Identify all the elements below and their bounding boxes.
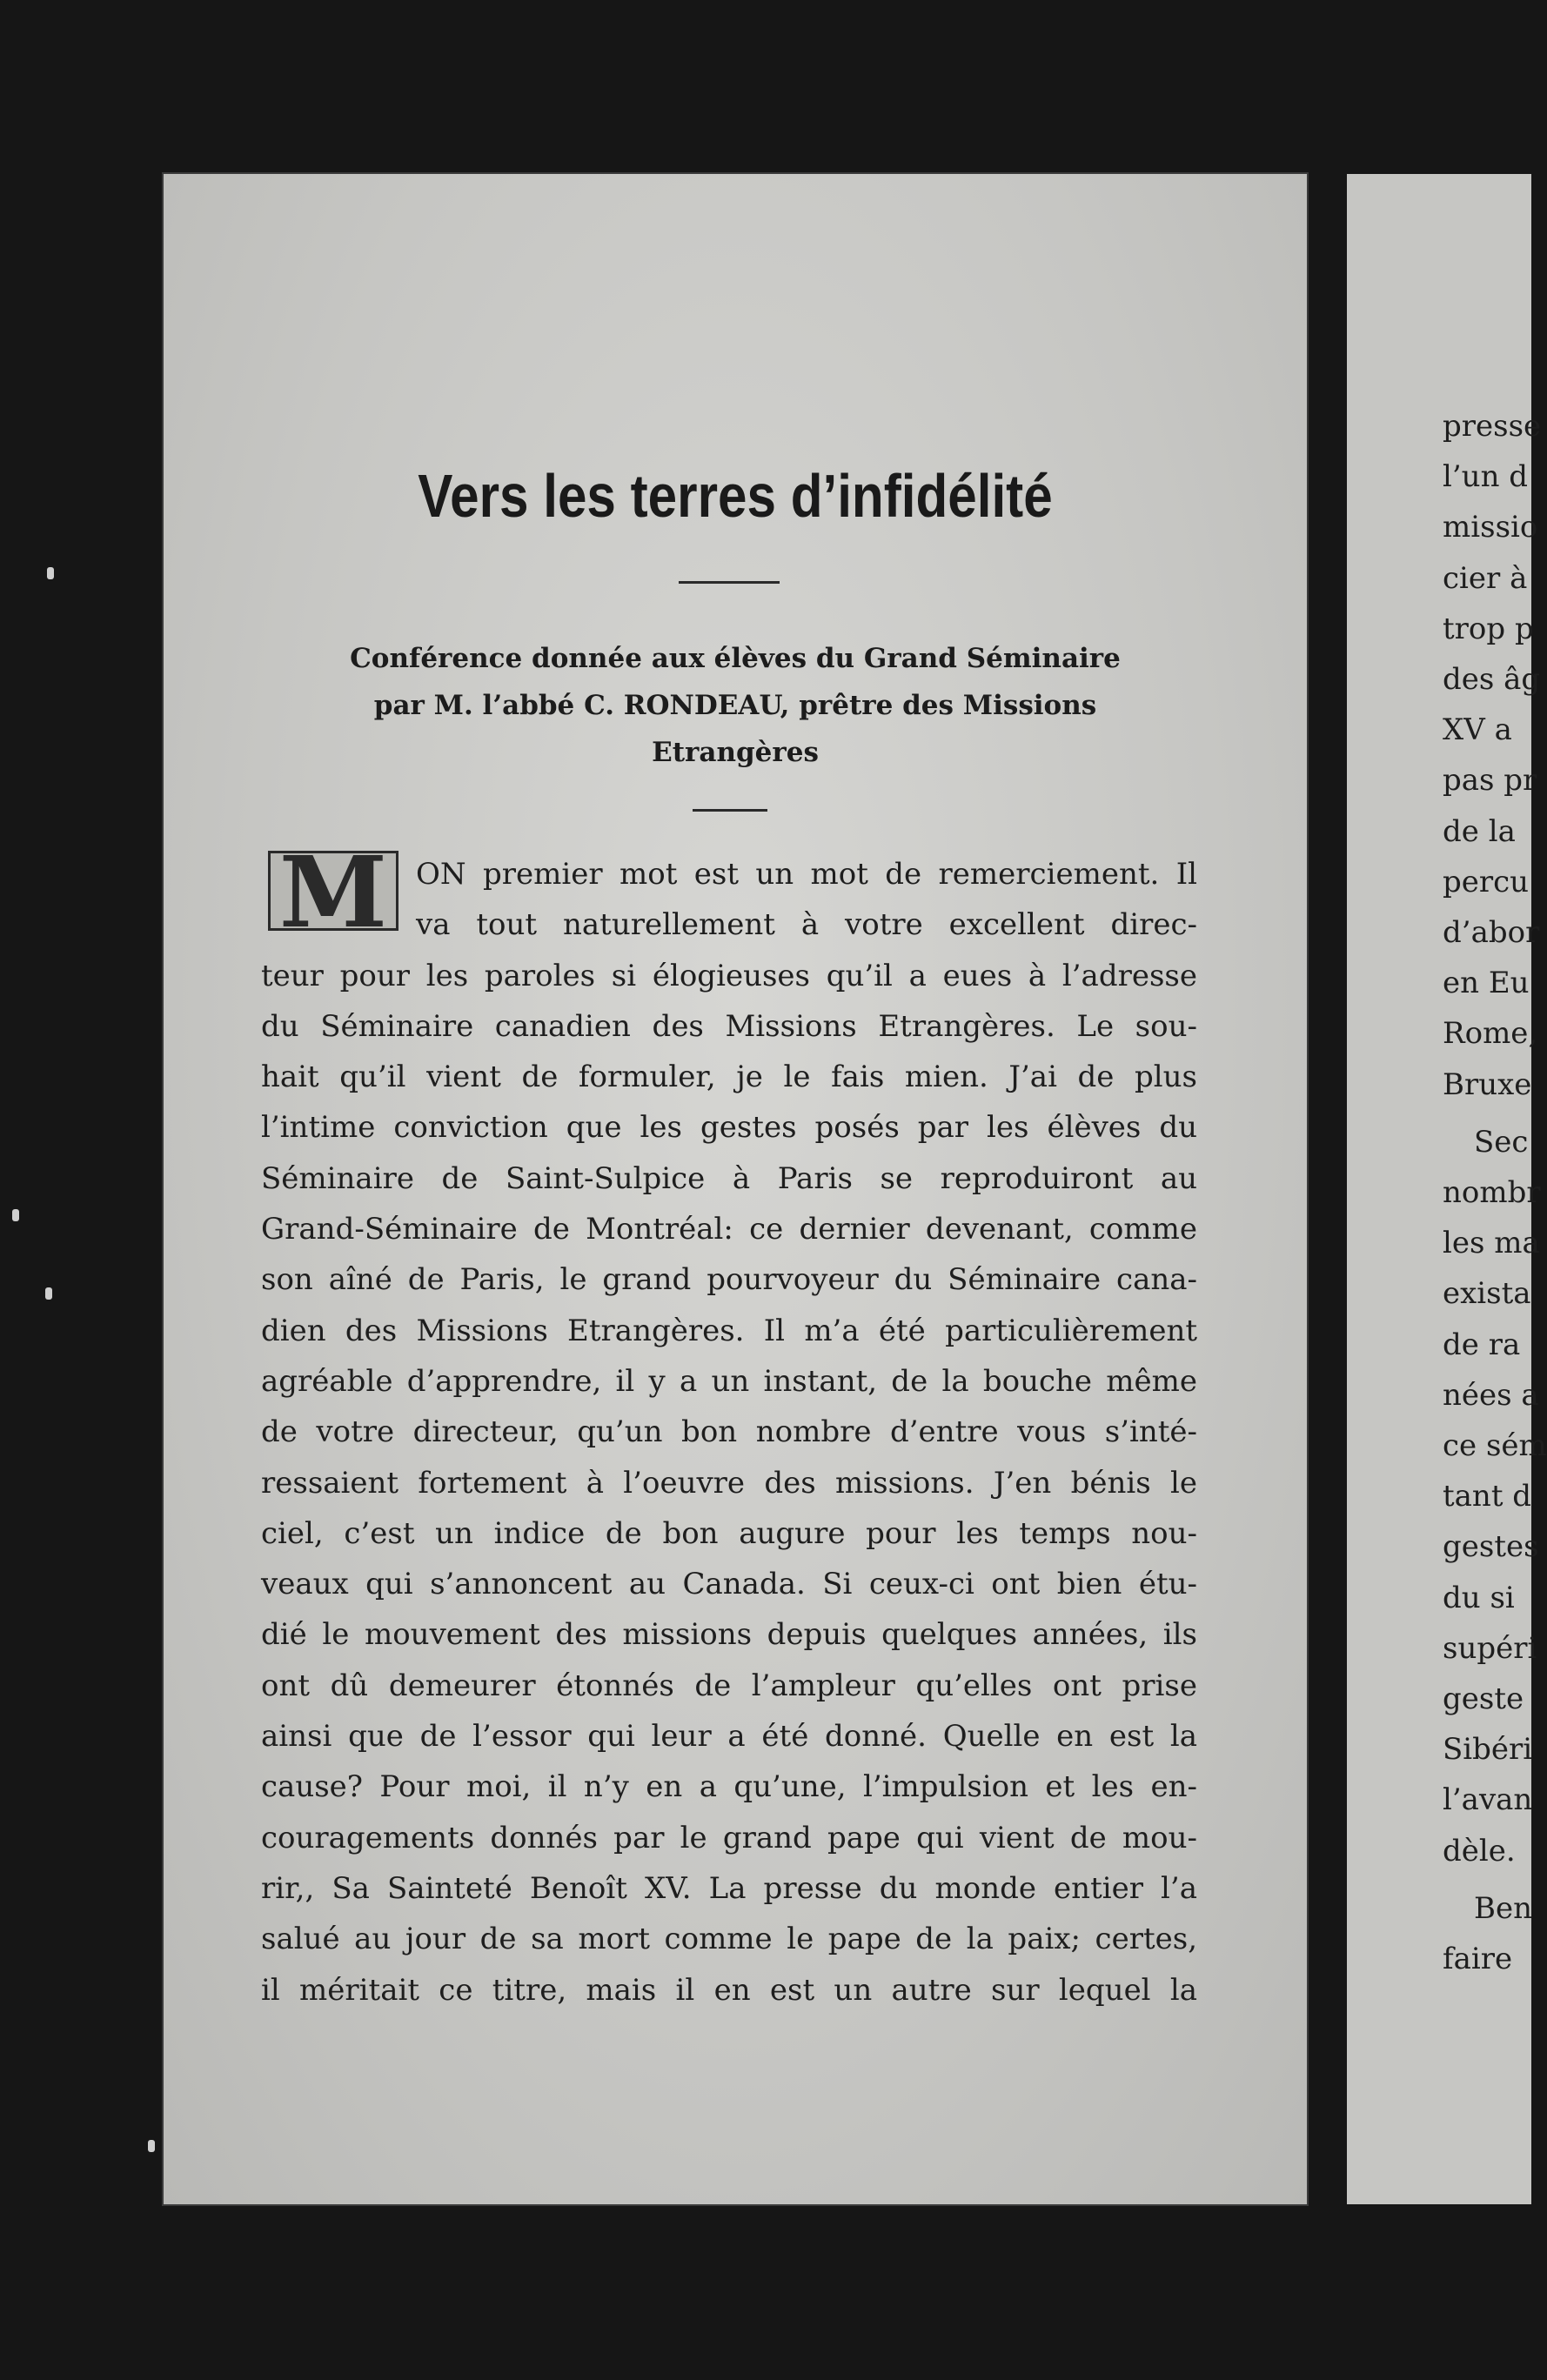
- right-page-line: tant d: [1443, 1479, 1532, 1514]
- right-page-line: supéri: [1443, 1630, 1537, 1666]
- book-page-right: [1347, 174, 1547, 2204]
- body-line: ciel, c’est un indice de bon augure pour les temps nou-: [261, 1515, 1197, 1551]
- right-page-line: Sibéri: [1443, 1732, 1533, 1768]
- subtitle-line: Etrangères: [652, 737, 819, 768]
- scan-speck: [47, 567, 54, 579]
- right-page-line: dèle.: [1443, 1833, 1516, 1869]
- body-line: Séminaire de Saint-Sulpice à Paris se reproduiront au: [261, 1160, 1197, 1196]
- body-line: dié le mouvement des missions depuis quelques années, ils: [261, 1617, 1197, 1653]
- right-page-line: nombr: [1443, 1175, 1541, 1210]
- body-line: agréable d’apprendre, il y a un instant, de la bouche même: [261, 1363, 1197, 1399]
- right-page-line: cier à: [1443, 560, 1528, 596]
- body-line: teur pour les paroles si élogieuses qu’il a eues à l’adresse: [261, 958, 1197, 993]
- right-page-line: de la: [1443, 813, 1516, 849]
- body-line: Grand-Séminaire de Montréal: ce dernier devenant, comme: [261, 1212, 1197, 1247]
- scan-speck: [148, 2140, 155, 2152]
- scan-speck: [12, 1209, 19, 1221]
- right-page-line: XV a: [1443, 712, 1512, 748]
- body-line: ainsi que de l’essor qui leur a été donné. Quelle en est la: [261, 1719, 1197, 1755]
- right-page-line: Rome,: [1443, 1016, 1538, 1052]
- body-line: de votre directeur, qu’un bon nombre d’entre vous s’inté-: [261, 1414, 1197, 1450]
- right-page-line: presse: [1443, 409, 1542, 444]
- right-page-line: du si: [1443, 1580, 1515, 1615]
- right-page-line: Ben: [1474, 1890, 1533, 1926]
- body-line: son aîné de Paris, le grand pourvoyeur du Séminaire cana-: [261, 1262, 1197, 1298]
- right-page-line: de ra: [1443, 1327, 1521, 1362]
- body-line: hait qu’il vient de formuler, je le fais mien. J’ai de plus: [261, 1060, 1197, 1095]
- body-line: ressaient fortement à l’oeuvre des missions. J’en bénis le: [261, 1465, 1197, 1501]
- right-page-line: faire: [1443, 1942, 1513, 1976]
- right-page-line: ce sém: [1443, 1428, 1547, 1463]
- right-page-line: Sec: [1474, 1124, 1529, 1160]
- right-page-line: missio: [1443, 510, 1538, 545]
- body-text: [261, 849, 1197, 2016]
- title-rule: [679, 581, 780, 584]
- right-page-line: gestes: [1443, 1529, 1539, 1565]
- subtitle-line: par M. l’abbé C. RONDEAU, prêtre des Missions: [373, 690, 1097, 721]
- right-page-line: pas pr: [1443, 763, 1537, 799]
- body-line: rir,, Sa Sainteté Benoît XV. La presse du monde entier l’a: [261, 1870, 1197, 1906]
- body-line: cause? Pour moi, il n’y en a qu’une, l’impulsion et les en-: [261, 1769, 1197, 1805]
- right-page-line: geste: [1443, 1681, 1524, 1716]
- body-line: ON premier mot est un mot de remerciement. Il: [416, 857, 1197, 892]
- chapter-title: Vers les terres d’infidélité: [418, 462, 1053, 530]
- body-line: l’intime conviction que les gestes posés par les élèves du: [261, 1110, 1197, 1146]
- subtitle: [216, 635, 1255, 776]
- right-page-line: l’avan: [1443, 1782, 1533, 1818]
- right-page-line: percu: [1443, 864, 1530, 899]
- scan-speck: [45, 1287, 52, 1300]
- body-line: il méritait ce titre, mais il en est un autre sur lequel la: [261, 1972, 1197, 2008]
- subtitle-line: Conférence donnée aux élèves du Grand Séminaire: [350, 643, 1121, 674]
- right-page-line: l’un d: [1443, 459, 1529, 495]
- right-page-line: d’abor: [1443, 915, 1540, 950]
- right-page-line: en Eu: [1443, 966, 1530, 1001]
- body-line: salué au jour de sa mort comme le pape de la paix; certes,: [261, 1922, 1197, 1957]
- book-page-left: [164, 174, 1307, 2204]
- body-line: veaux qui s’annoncent au Canada. Si ceux-ci ont bien étu-: [261, 1567, 1197, 1602]
- right-page-line: exista: [1443, 1276, 1531, 1312]
- right-page-line: trop p: [1443, 611, 1534, 646]
- right-page-line: Bruxe: [1443, 1066, 1532, 1102]
- body-line: ont dû demeurer étonnés de l’ampleur qu’elles ont prise: [261, 1668, 1197, 1703]
- body-line: va tout naturellement à votre excellent direc-: [416, 907, 1197, 943]
- right-page-line: des âg: [1443, 662, 1541, 697]
- drop-cap: M: [268, 851, 398, 931]
- right-page-line: les ma: [1443, 1226, 1540, 1261]
- body-line: du Séminaire canadien des Missions Etrangères. Le sou-: [261, 1008, 1197, 1044]
- right-page-line: nées a: [1443, 1377, 1539, 1413]
- body-line: couragements donnés par le grand pape qui vient de mou-: [261, 1820, 1197, 1855]
- subtitle-rule: [693, 809, 767, 812]
- body-line: dien des Missions Etrangères. Il m’a été particulièrement: [261, 1313, 1197, 1348]
